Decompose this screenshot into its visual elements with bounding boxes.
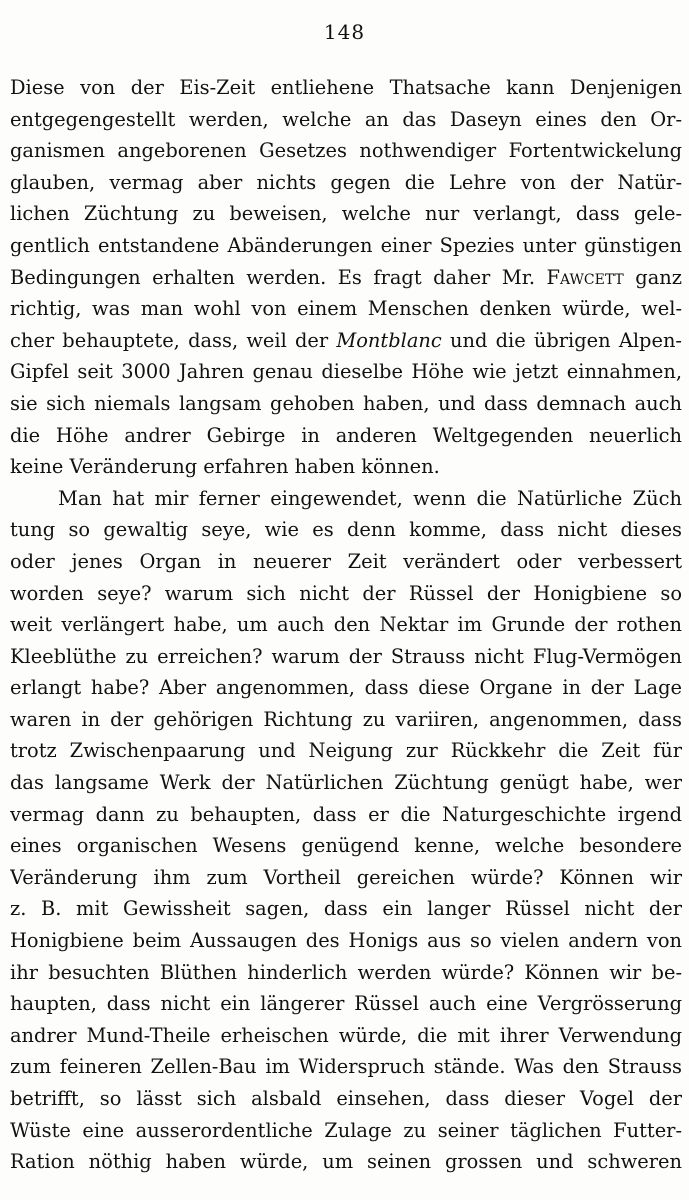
text-line: Man hat mir ferner eingewendet, wenn die Natürliche Züch <box>58 486 682 510</box>
text-line: lichen Züchtung zu beweisen, welche nur verlangt, dass gele- <box>10 202 682 226</box>
text-segment: ganz <box>635 265 682 289</box>
text-line: Kleeblüthe zu erreichen? warum der Strauss nicht Flug-Vermögen <box>10 644 682 668</box>
text-line: die Höhe andrer Gebirge in anderen Weltgegenden neuerlich <box>10 423 682 447</box>
paragraph-1 <box>10 72 682 483</box>
text-line <box>10 262 682 294</box>
text-line: sie sich niemals langsam gehoben haben, und dass demnach auch <box>10 391 682 415</box>
text-line: Gipfel seit 3000 Jahren genau dieselbe Höhe wie jetzt einnahmen, <box>10 360 682 384</box>
text-line: trotz Zwischenpaarung und Neigung zur Rückkehr die Zeit für <box>10 739 682 763</box>
author-name-fawcett: Fawcett <box>546 265 624 289</box>
text-line: glauben, vermag aber nichts gegen die Lehre von der Natür- <box>10 170 682 194</box>
place-name-montblanc: Montblanc <box>336 328 442 352</box>
text-line: z. B. mit Gewissheit sagen, dass ein langer Rüssel nicht der <box>10 897 682 921</box>
text-line: waren in der gehörigen Richtung zu variiren, angenommen, dass <box>10 707 682 731</box>
text-line: Diese von der Eis-Zeit entliehene Thatsache kann Denjenigen <box>10 76 682 99</box>
text-line: erlangt habe? Aber angenommen, dass diese Organe in der Lage <box>10 676 682 700</box>
text-line: Ration nöthig haben würde, um seinen grossen und schweren <box>10 1150 682 1174</box>
text-line: das langsame Werk der Natürlichen Züchtung genügt habe, wer <box>10 771 682 795</box>
text-line: haupten, dass nicht ein längerer Rüssel auch eine Vergrösserung <box>10 992 682 1016</box>
text-line: oder jenes Organ in neuerer Zeit verändert oder verbessert <box>10 549 682 573</box>
text-line: ganismen angeborenen Gesetzes nothwendiger Fortentwickelung <box>10 139 682 163</box>
text-line: entgegengestellt werden, welche an das Daseyn eines den Or- <box>10 107 682 131</box>
text-line: gentlich entstandene Abänderungen einer Spezies unter günstigen <box>10 233 682 257</box>
text-line: ihr besuchten Blüthen hinderlich werden würde? Können wir be- <box>10 960 682 984</box>
text-line: zum feineren Zellen-Bau im Widerspruch stände. Was den Strauss <box>10 1055 682 1079</box>
text-line: keine Veränderung erfahren haben können. <box>10 455 440 479</box>
text-segment: und die übrigen Alpen- <box>449 328 682 352</box>
text-line: betrifft, so lässt sich alsbald einsehen, dass dieser Vogel der <box>10 1087 682 1110</box>
text-line: richtig, was man wohl von einem Menschen denken würde, wel- <box>10 297 682 321</box>
text-line: vermag dann zu behaupten, dass er die Naturgeschichte irgend <box>10 802 682 826</box>
text-line: tung so gewaltig seye, wie es denn komme, dass nicht dieses <box>10 518 682 542</box>
text-line: Wüste eine ausserordentliche Zulage zu seiner täglichen Futter- <box>10 1118 682 1142</box>
text-line: Veränderung ihm zum Vortheil gereichen würde? Können wir <box>10 865 682 889</box>
text-line: worden seye? warum sich nicht der Rüssel der Honigbiene so <box>10 581 682 605</box>
text-line: Honigbiene beim Aussaugen des Honigs aus so vielen andern von <box>10 929 682 953</box>
page-number: 148 <box>323 20 366 44</box>
text-segment: Bedingungen erhalten werden. Es fragt daher Mr. <box>10 265 535 289</box>
paragraph-2 <box>10 483 682 1178</box>
text-line: eines organischen Wesens genügend kenne, welche besondere <box>10 834 682 858</box>
text-line: andrer Mund-Theile erheischen würde, die mit ihrer Verwendung <box>10 1023 682 1047</box>
body-text <box>10 72 682 1178</box>
text-line: weit verlängert habe, um auch den Nektar im Grunde der rothen <box>10 613 682 637</box>
text-segment: cher behauptete, dass, weil der <box>10 328 329 352</box>
text-line <box>10 325 682 357</box>
